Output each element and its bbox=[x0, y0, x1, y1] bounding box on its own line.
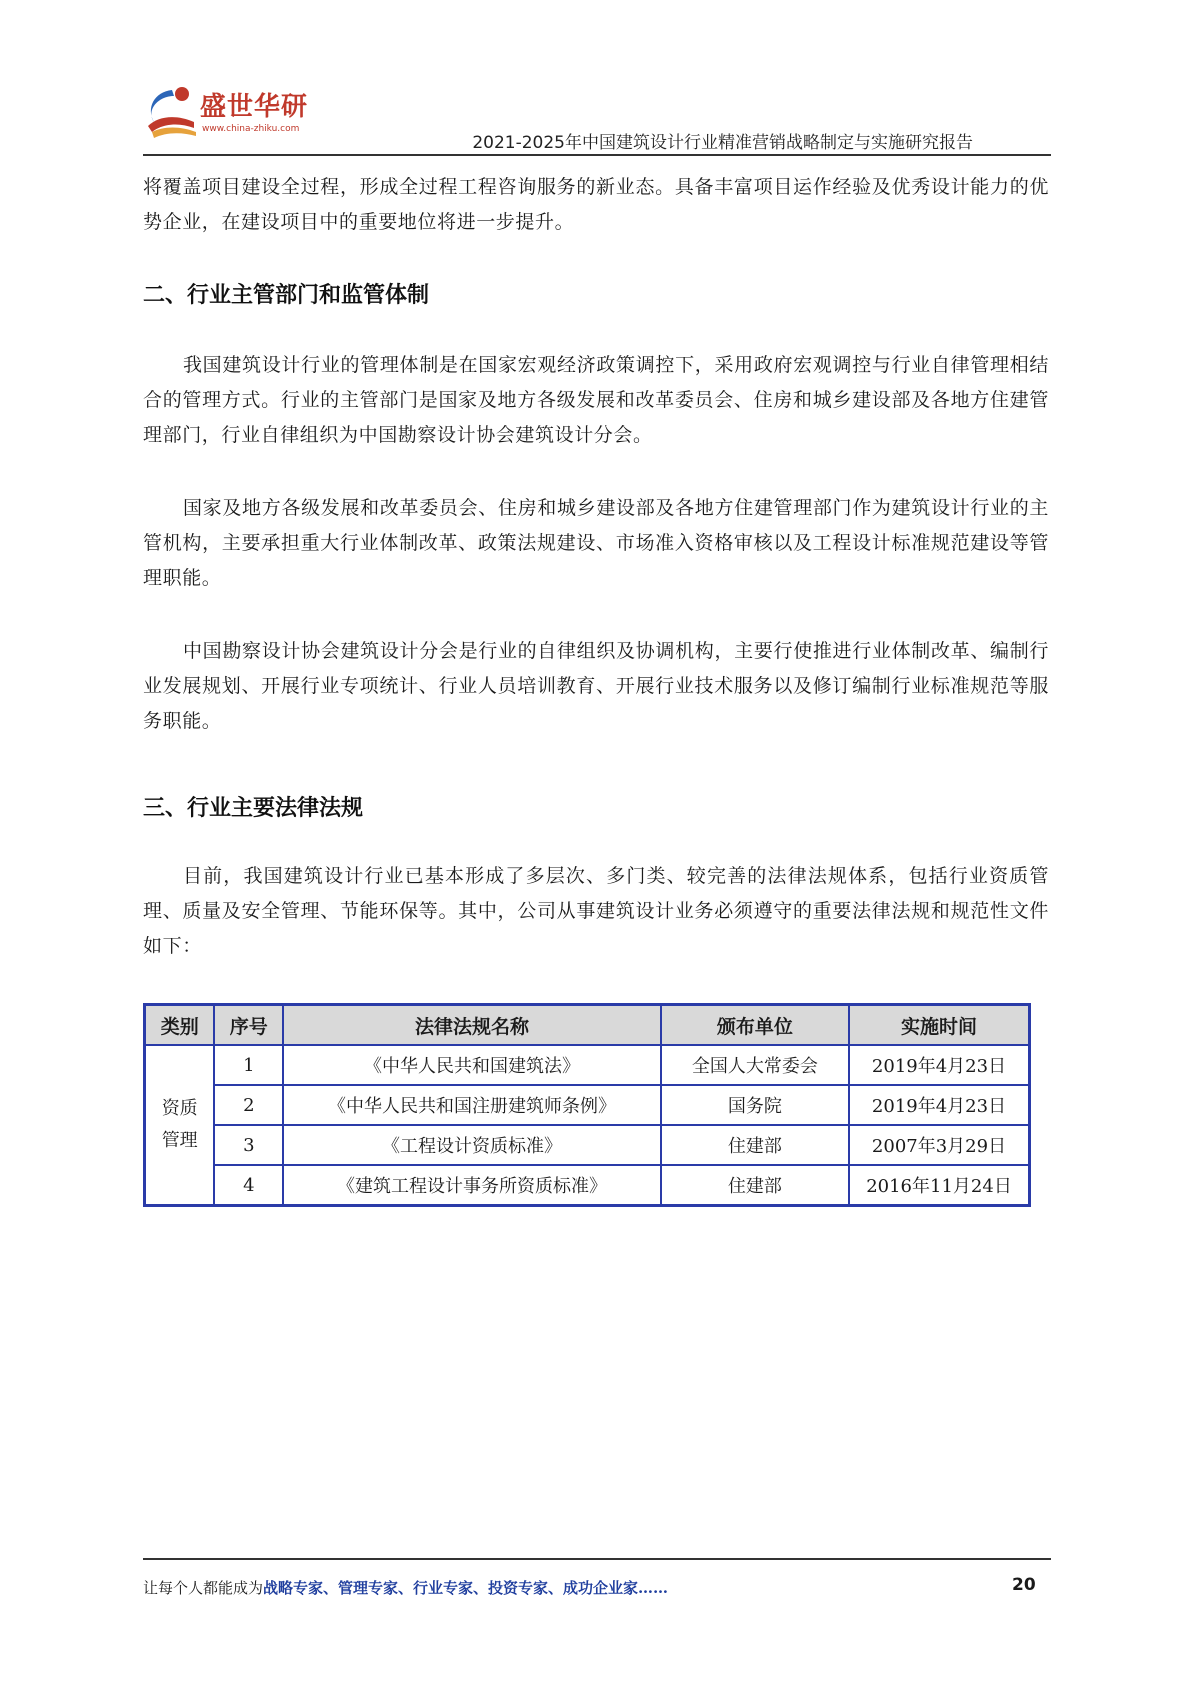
paragraph-continuation: 将覆盖项目建设全过程，形成全过程工程咨询服务的新业态。具备丰富项目运作经验及优秀设计能力的优势企业，在建设项目中的重要地位将进一步提升。 bbox=[143, 176, 1049, 233]
paragraph-management-system: 我国建筑设计行业的管理体制是在国家宏观经济政策调控下，采用政府宏观调控与行业自律管理相结合的管理方式。行业的主管部门是国家及地方各级发展和改革委员会、住房和城乡建设部及各地方住建管理部门，行业自律组织为中国勘察设计协会建筑设计分会。 bbox=[143, 354, 1049, 446]
footer-slogan-highlight: 战略专家、管理专家、行业专家、投资专家、成功企业家…… bbox=[263, 1579, 669, 1597]
header-category: 类别 bbox=[145, 1005, 215, 1046]
table-row bbox=[145, 1125, 1030, 1165]
row-number: 4 bbox=[214, 1165, 283, 1206]
brand-url: www.china-zhiku.com bbox=[202, 124, 300, 134]
effective-date: 2016年11月24日 bbox=[849, 1165, 1029, 1206]
law-name: 《中华人民共和国建筑法》 bbox=[283, 1045, 661, 1085]
section-heading-3: 三、行业主要法律法规 bbox=[143, 796, 364, 821]
table-row bbox=[145, 1045, 1030, 1085]
footer-slogan bbox=[143, 1577, 668, 1598]
table-header-row bbox=[145, 1005, 1030, 1046]
logo bbox=[142, 82, 312, 146]
header-number: 序号 bbox=[214, 1005, 283, 1046]
row-number: 2 bbox=[214, 1085, 283, 1125]
footer-slogan-prefix: 让每个人都能成为 bbox=[143, 1579, 264, 1597]
header-divider bbox=[143, 154, 1051, 156]
brand-name: 盛世华研 bbox=[200, 92, 309, 122]
laws-table bbox=[143, 1003, 1031, 1207]
paragraph-authorities: 国家及地方各级发展和改革委员会、住房和城乡建设部及各地方住建管理部门作为建筑设计行业的主管机构，主要承担重大行业体制改革、政策法规建设、市场准入资格审核以及工程设计标准规范建设等管理职能。 bbox=[143, 497, 1049, 589]
category-label: 资质管理 bbox=[161, 1098, 198, 1151]
law-name: 《工程设计资质标准》 bbox=[283, 1125, 661, 1165]
footer-divider bbox=[143, 1558, 1051, 1560]
header-date: 实施时间 bbox=[849, 1005, 1029, 1046]
section-heading-2: 二、行业主管部门和监管体制 bbox=[143, 283, 430, 308]
logo-mark-icon bbox=[142, 82, 202, 146]
issuer: 住建部 bbox=[661, 1125, 849, 1165]
category-cell bbox=[145, 1045, 215, 1206]
issuer: 全国人大常委会 bbox=[661, 1045, 849, 1085]
header-issuer: 颁布单位 bbox=[661, 1005, 849, 1046]
law-name: 《建筑工程设计事务所资质标准》 bbox=[283, 1165, 661, 1206]
header-law-name: 法律法规名称 bbox=[283, 1005, 661, 1046]
effective-date: 2007年3月29日 bbox=[849, 1125, 1029, 1165]
page-number: 20 bbox=[1012, 1575, 1036, 1595]
law-name: 《中华人民共和国注册建筑师条例》 bbox=[283, 1085, 661, 1125]
effective-date: 2019年4月23日 bbox=[849, 1085, 1029, 1125]
effective-date: 2019年4月23日 bbox=[849, 1045, 1029, 1085]
report-title: 2021-2025年中国建筑设计行业精准营销战略制定与实施研究报告 bbox=[472, 133, 973, 153]
issuer: 国务院 bbox=[661, 1085, 849, 1125]
issuer: 住建部 bbox=[661, 1165, 849, 1206]
paragraph-laws-intro: 目前，我国建筑设计行业已基本形成了多层次、多门类、较完善的法律法规体系，包括行业资质管理、质量及安全管理、节能环保等。其中，公司从事建筑设计业务必须遵守的重要法律法规和规范性文件如下： bbox=[143, 865, 1049, 957]
row-number: 3 bbox=[214, 1125, 283, 1165]
table-row bbox=[145, 1085, 1030, 1125]
row-number: 1 bbox=[214, 1045, 283, 1085]
paragraph-association: 中国勘察设计协会建筑设计分会是行业的自律组织及协调机构，主要行使推进行业体制改革、编制行业发展规划、开展行业专项统计、行业人员培训教育、开展行业技术服务以及修订编制行业标准规范等服务职能。 bbox=[143, 640, 1049, 732]
table-row bbox=[145, 1165, 1030, 1206]
